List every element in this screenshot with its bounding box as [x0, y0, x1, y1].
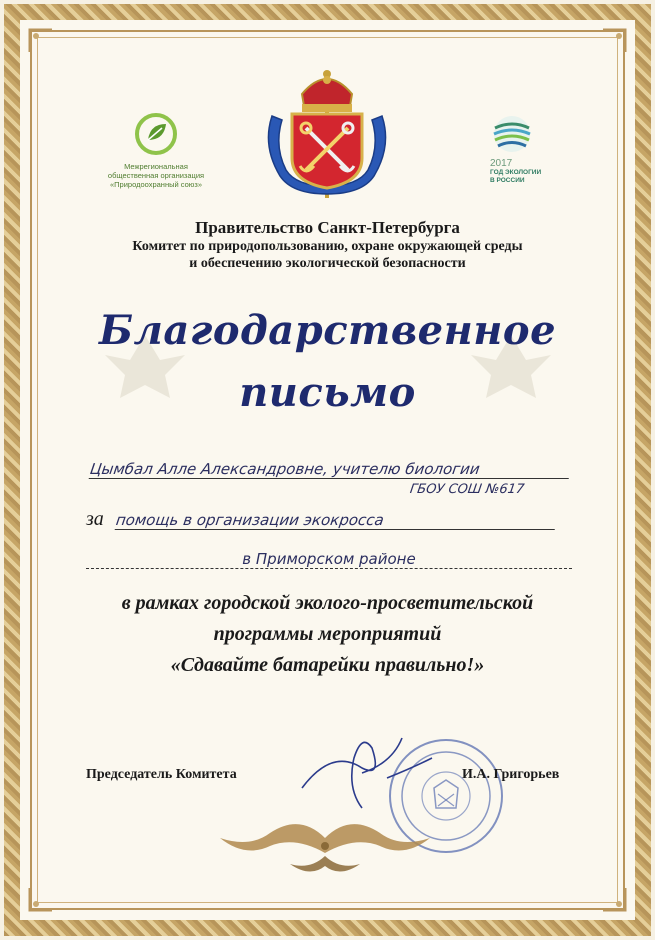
- school-field: ГБОУ СОШ №617: [408, 482, 526, 497]
- bottom-ornament-icon: [200, 808, 450, 878]
- org-name-line: Межрегиональная: [124, 162, 188, 171]
- letter-title: [60, 300, 595, 424]
- nature-union-logo: [96, 112, 216, 189]
- year-of-ecology-text: ГОД ЭКОЛОГИИ: [490, 169, 542, 176]
- corner-ornament-icon: [28, 28, 54, 54]
- letter-body: [60, 588, 595, 681]
- year-of-ecology-logo: [490, 112, 550, 185]
- recipient-field: Цымбал Алле Александровне, учителю биологии: [89, 460, 572, 479]
- leaf-circle-icon: [134, 112, 178, 156]
- title-line1: Благодарственное: [98, 307, 557, 354]
- year-label: 2017: [490, 158, 513, 169]
- body-line3: «Сдавайте батарейки правильно!»: [170, 654, 485, 676]
- coat-of-arms-icon: [262, 66, 392, 206]
- year-of-ecology-text: В РОССИИ: [490, 177, 525, 184]
- reason-line: [86, 508, 572, 531]
- org-name-line: общественная организация: [107, 171, 205, 180]
- body-line2: программы мероприятий: [213, 623, 442, 645]
- corner-ornament-icon: [601, 28, 627, 54]
- for-label: за: [86, 508, 104, 530]
- corner-ornament-icon: [601, 886, 627, 912]
- title-line2: письмо: [239, 369, 416, 416]
- chair-title: Председатель Комитета: [86, 767, 237, 782]
- org-name-line: «Природоохранный союз»: [109, 180, 202, 189]
- committee-name-line2: и обеспечению экологической безопасности: [189, 256, 466, 271]
- issuer-header: [60, 218, 595, 272]
- signer-name: И.А. Григорьев: [462, 767, 560, 782]
- corner-ornament-icon: [28, 886, 54, 912]
- signature-icon: [292, 728, 442, 818]
- government-name: Правительство Санкт-Петербурга: [195, 218, 460, 237]
- globe-wave-icon: [490, 112, 534, 156]
- body-line1: в рамках городской эколого-просветительской: [121, 592, 534, 614]
- committee-name-line1: Комитет по природопользованию, охране окружающей среды: [132, 239, 523, 254]
- district-field: в Приморском районе: [86, 550, 572, 569]
- reason-field: помощь в организации экокросса: [114, 511, 557, 530]
